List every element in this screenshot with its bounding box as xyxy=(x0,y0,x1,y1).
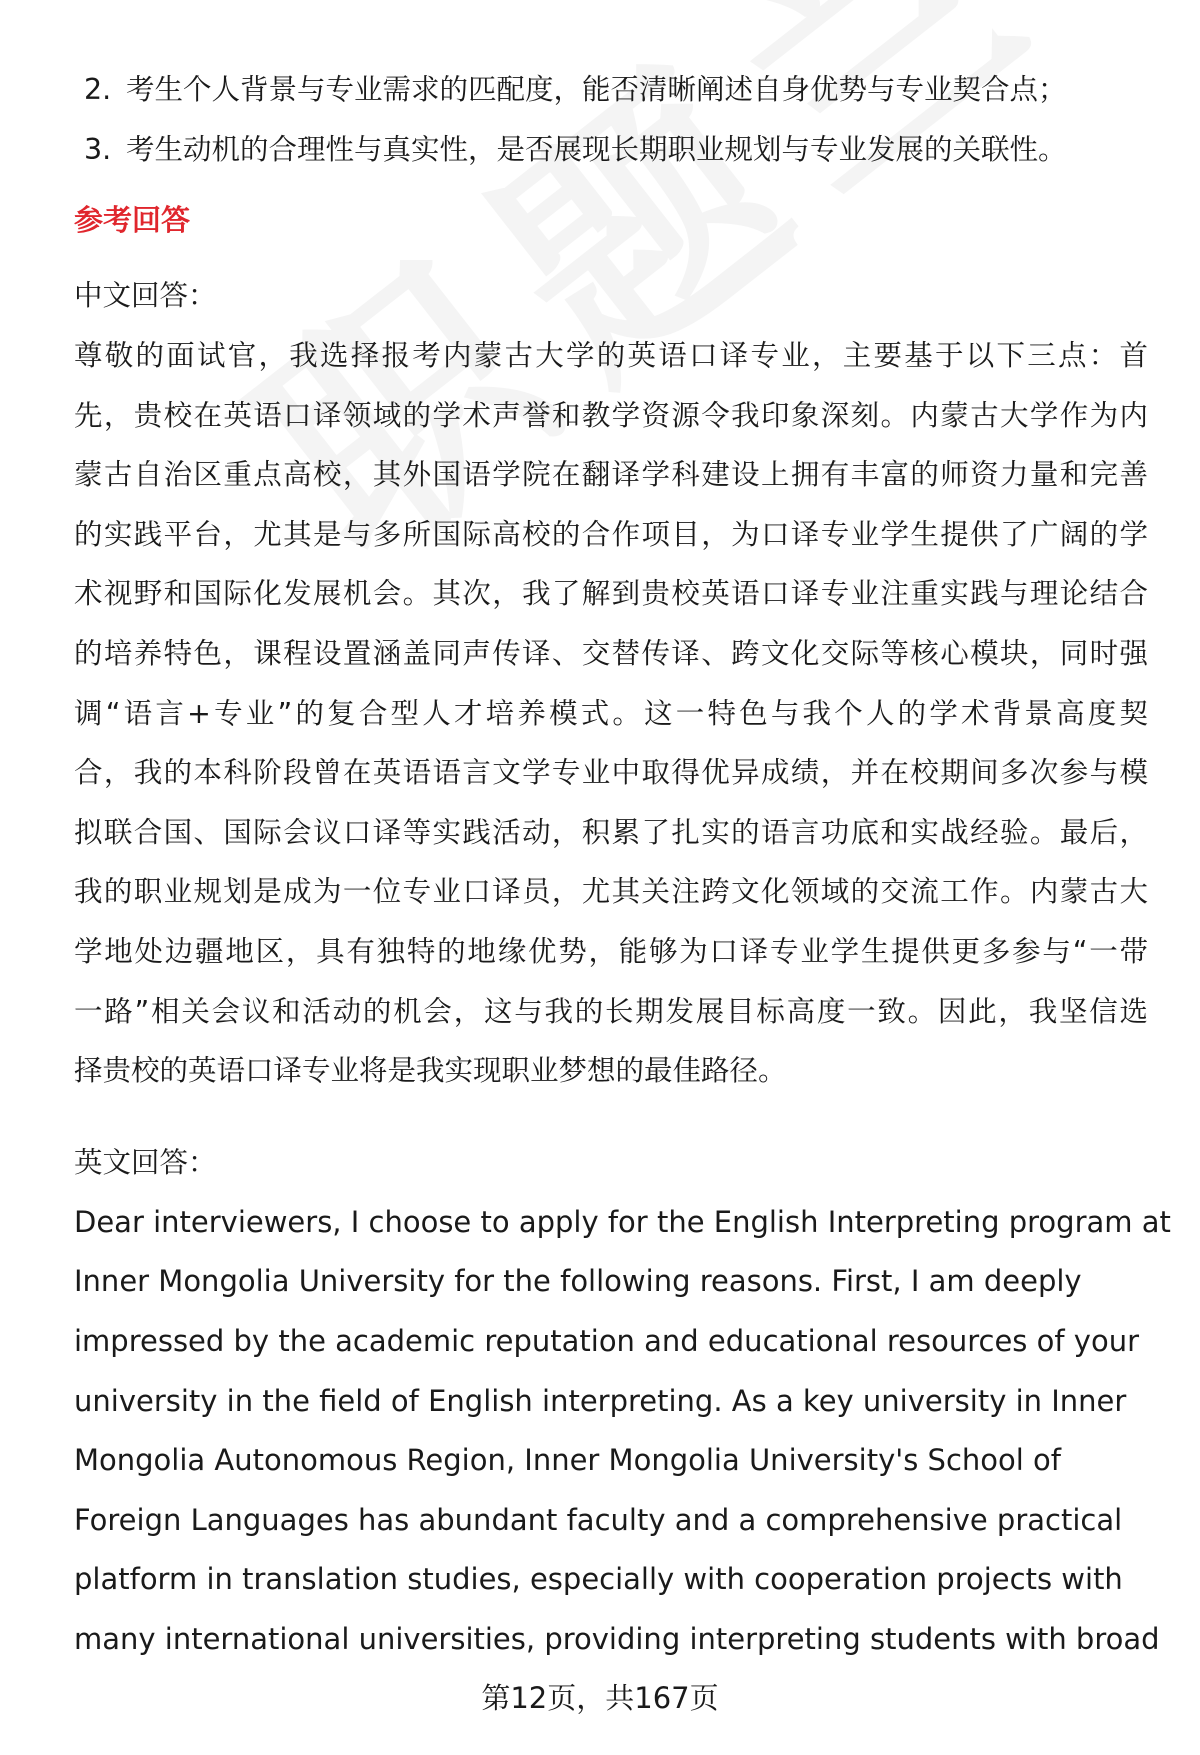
paragraph-line: many international universities, providing interpreting students with broad xyxy=(74,1621,1160,1656)
paragraph-line: Inner Mongolia University for the following reasons. First, I am deeply xyxy=(74,1264,1082,1299)
chinese-answer-label: 中文回答： xyxy=(74,279,217,312)
paragraph-line: 的实践平台，尤其是与多所国际高校的合作项目，为口译专业学生提供了广阔的学 xyxy=(74,517,1148,551)
paragraph-line: 一路”相关会议和活动的机会，这与我的长期发展目标高度一致。因此，我坚信选 xyxy=(74,994,1148,1028)
paragraph-line: 学地处边疆地区，具有独特的地缘优势，能够为口译专业学生提供更多参与“一带 xyxy=(74,934,1148,968)
paragraph-line: Dear interviewers, I choose to apply for the English Interpreting program at xyxy=(74,1204,1171,1239)
paragraph-line: platform in translation studies, especially with cooperation projects with xyxy=(74,1562,1123,1597)
page-content xyxy=(74,60,1171,1669)
criteria-text: 考生个人背景与专业需求的匹配度，能否清晰阐述自身优势与专业契合点； xyxy=(126,73,1067,106)
chinese-answer-paragraph xyxy=(74,326,1148,1101)
paragraph-line: impressed by the academic reputation and educational resources of your xyxy=(74,1323,1140,1358)
paragraph-line: 术视野和国际化发展机会。其次，我了解到贵校英语口译专业注重实践与理论结合 xyxy=(74,577,1148,611)
paragraph-line: 先，贵校在英语口译领域的学术声誉和教学资源令我印象深刻。内蒙古大学作为内 xyxy=(74,398,1148,432)
paragraph-line: 我的职业规划是成为一位专业口译员，尤其关注跨文化领域的交流工作。内蒙古大 xyxy=(74,875,1148,909)
paragraph-line: 合，我的本科阶段曾在英语语言文学专业中取得优异成绩，并在校期间多次参与模 xyxy=(74,756,1148,790)
paragraph-line: 尊敬的面试官，我选择报考内蒙古大学的英语口译专业，主要基于以下三点：首 xyxy=(74,339,1148,372)
english-answer-paragraph xyxy=(74,1193,1171,1670)
paragraph-line: Mongolia Autonomous Region, Inner Mongolia University's School of xyxy=(74,1443,1061,1478)
paragraph-line: Foreign Languages has abundant faculty and a comprehensive practical xyxy=(74,1502,1123,1537)
paragraph-line: 择贵校的英语口译专业将是我实现职业梦想的最佳路径。 xyxy=(74,1054,787,1088)
criteria-item-3 xyxy=(74,120,1154,180)
paragraph-line: university in the field of English interpreting. As a key university in Inner xyxy=(74,1383,1127,1418)
page-number-footer: 第12页，共167页 xyxy=(481,1681,719,1715)
paragraph-line: 调“语言+专业”的复合型人才培养模式。这一特色与我个人的学术背景高度契 xyxy=(74,696,1148,730)
paragraph-line: 拟联合国、国际会议口译等实践活动，积累了扎实的语言功底和实战经验。最后， xyxy=(74,815,1148,849)
criteria-item-2 xyxy=(74,60,1154,120)
criteria-number: 3. xyxy=(84,133,112,166)
paragraph-line: 的培养特色，课程设置涵盖同声传译、交替传译、跨文化交际等核心模块，同时强 xyxy=(74,636,1148,670)
english-answer-label: 英文回答： xyxy=(74,1145,217,1179)
section-title-reference-answer: 参考回答 xyxy=(74,203,191,237)
paragraph-line: 蒙古自治区重点高校，其外国语学院在翻译学科建设上拥有丰富的师资力量和完善 xyxy=(74,458,1148,492)
criteria-number: 2. xyxy=(84,73,112,106)
criteria-text: 考生动机的合理性与真实性，是否展现长期职业规划与专业发展的关联性。 xyxy=(126,133,1067,166)
